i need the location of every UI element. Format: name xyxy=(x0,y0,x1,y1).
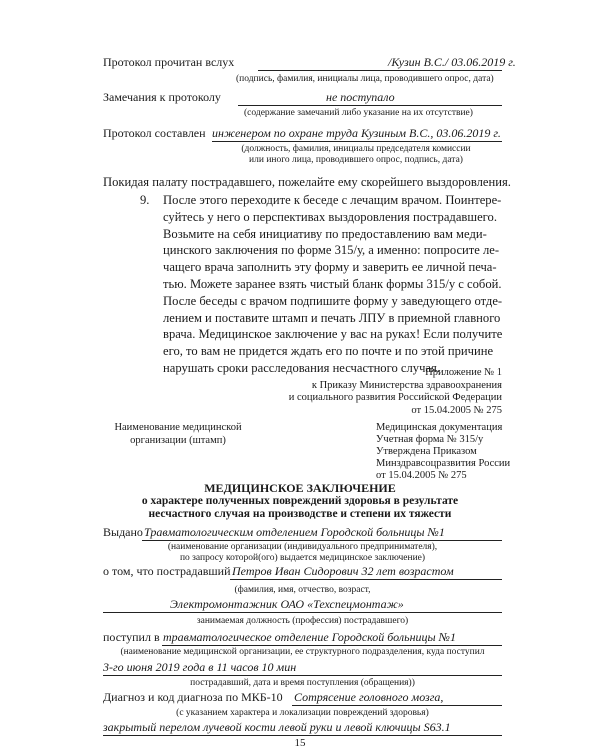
appendix-line: к Приказу Министерства здравоохранения xyxy=(311,379,502,391)
medical-doc-line: Учетная форма № 315/у xyxy=(376,434,484,445)
appendix-line: и социального развития Российской Федерации xyxy=(288,392,502,403)
issued-value: Травматологическим отделением Городской больницы №1 xyxy=(144,525,445,539)
instructions-line: лением и поставите штамп и печать ЛПУ в приемной главного xyxy=(163,310,501,325)
medical-doc-line: Медицинская документация xyxy=(376,422,503,433)
instructions-line: После этого переходите к беседе с лечащим врачом. Поинтере- xyxy=(163,193,502,207)
victim-label: о том, что пострадавший xyxy=(103,564,231,578)
protocol-remarks-label: Замечания к протоколу xyxy=(103,90,221,104)
admitted-hint: (наименование медицинской организации, ее структурного подразделения, куда поступил xyxy=(120,647,485,657)
diagnosis-hint: (с указанием характера и локализации повреждений здоровья) xyxy=(176,708,429,718)
protocol-composed-label: Протокол составлен xyxy=(103,126,206,140)
instructions-line: нарушать сроки расследования несчастного случая. xyxy=(163,360,440,375)
fracture-value: закрытый перелом лучевой кости левой руки и левой ключицы S63.1 xyxy=(103,720,451,734)
instructions-number: 9. xyxy=(140,193,150,207)
admitted-underline xyxy=(162,645,502,646)
medical-doc-block xyxy=(376,422,510,482)
page-number: 15 xyxy=(294,737,306,749)
form-title: МЕДИЦИНСКОЕ ЗАКЛЮЧЕНИЕ xyxy=(204,481,396,495)
instructions-line: врача. Медицинское заключение у вас на руках! Если получите xyxy=(163,327,503,342)
position-underline xyxy=(103,612,502,613)
admitted-label: поступил в xyxy=(103,630,160,644)
form-subtitle-1: о характере полученных повреждений здоровья в результате xyxy=(141,495,459,507)
protocol-composed-underline xyxy=(212,141,502,142)
instructions-lead: Покидая палату пострадавшего, пожелайте ему скорейшего выздоровления. xyxy=(103,175,511,189)
appendix-block xyxy=(280,367,502,417)
issued-label: Выдано xyxy=(103,525,143,539)
issued-hint-1: (наименование организации (индивидуального предпринимателя), xyxy=(167,542,438,552)
medical-doc-line: Минздравсоцразвития России xyxy=(376,458,511,469)
protocol-read-label: Протокол прочитан вслух xyxy=(103,55,235,69)
issued-hint-2: по запросу которой(ого) выдается медицинское заключение) xyxy=(179,553,426,563)
org-stamp-label: Наименование медицинской организации (штамп) xyxy=(114,422,242,446)
fracture-underline xyxy=(103,735,502,736)
protocol-read-value: /Кузин В.С./ 03.06.2019 г. xyxy=(388,55,516,69)
instructions-line: После беседы с врачом подпишите форму у заведующего отде- xyxy=(163,293,503,308)
appendix-line: Приложение № 1 xyxy=(425,367,502,378)
protocol-remarks-value: не поступало xyxy=(326,90,395,104)
diagnosis-underline xyxy=(292,705,502,706)
form-subtitle-2: несчастного случая на производстве и степени их тяжести xyxy=(148,508,452,520)
protocol-composed-hint-1: (должность, фамилия, инициалы председателя комиссии xyxy=(241,144,471,154)
instructions-paragraph xyxy=(163,192,502,377)
protocol-composed-hint-2: или иного лица, проводившего опрос, подпись, дата) xyxy=(249,155,463,165)
protocol-read-hint: (подпись, фамилия, инициалы лица, проводившего опрос, дата) xyxy=(236,74,494,84)
diagnosis-value: Сотрясение головного мозга, xyxy=(294,690,444,704)
position-hint: занимаемая должность (профессия) пострадавшего) xyxy=(196,616,409,626)
instructions-line: его, то вам не придется ждать его по почте и по этой причине xyxy=(163,344,494,359)
instructions-line: суйтесь у него о перспективах выздоровления пострадавшего. xyxy=(163,209,497,224)
victim-hint: (фамилия, имя, отчество, возраст, xyxy=(234,585,371,595)
admitted-value: травматологическое отделение Городской больницы №1 xyxy=(163,630,456,644)
protocol-remarks-hint: (содержание замечаний либо указание на их отсутствие) xyxy=(244,108,473,118)
date-underline xyxy=(103,675,502,676)
protocol-read-underline xyxy=(258,70,502,71)
protocol-remarks-underline xyxy=(238,105,502,106)
instructions-line: Возьмите на себя инициативу по предоставлению вам меди- xyxy=(163,226,487,241)
position-value: Электромонтажник ОАО «Техспецмонтаж» xyxy=(170,597,404,611)
diagnosis-label: Диагноз и код диагноза по МКБ-10 xyxy=(103,690,283,704)
medical-doc-line: Утверждена Приказом xyxy=(376,446,477,457)
victim-value: Петров Иван Сидорович 32 лет возрастом xyxy=(232,564,454,578)
medical-doc-line: от 15.04.2005 № 275 xyxy=(376,470,467,481)
instructions-line: чащего врача заполнить эту форму и заверить ее личной печа- xyxy=(163,260,497,275)
victim-underline xyxy=(230,579,502,580)
protocol-composed-value: инженером по охране труда Кузиным В.С., 03.06.2019 г. xyxy=(212,126,501,140)
issued-underline xyxy=(142,540,502,541)
instructions-line: цинского заключения по форме 315/у, а именно: попросите ле- xyxy=(163,243,500,258)
date-value: 3-го июня 2019 года в 11 часов 10 мин xyxy=(103,660,297,674)
date-hint: пострадавший, дата и время поступления (обращения)) xyxy=(190,678,415,688)
instructions-line: тью. Можете заранее взять чистый бланк формы 315/у с собой. xyxy=(163,276,502,291)
appendix-line: от 15.04.2005 № 275 xyxy=(411,404,502,416)
